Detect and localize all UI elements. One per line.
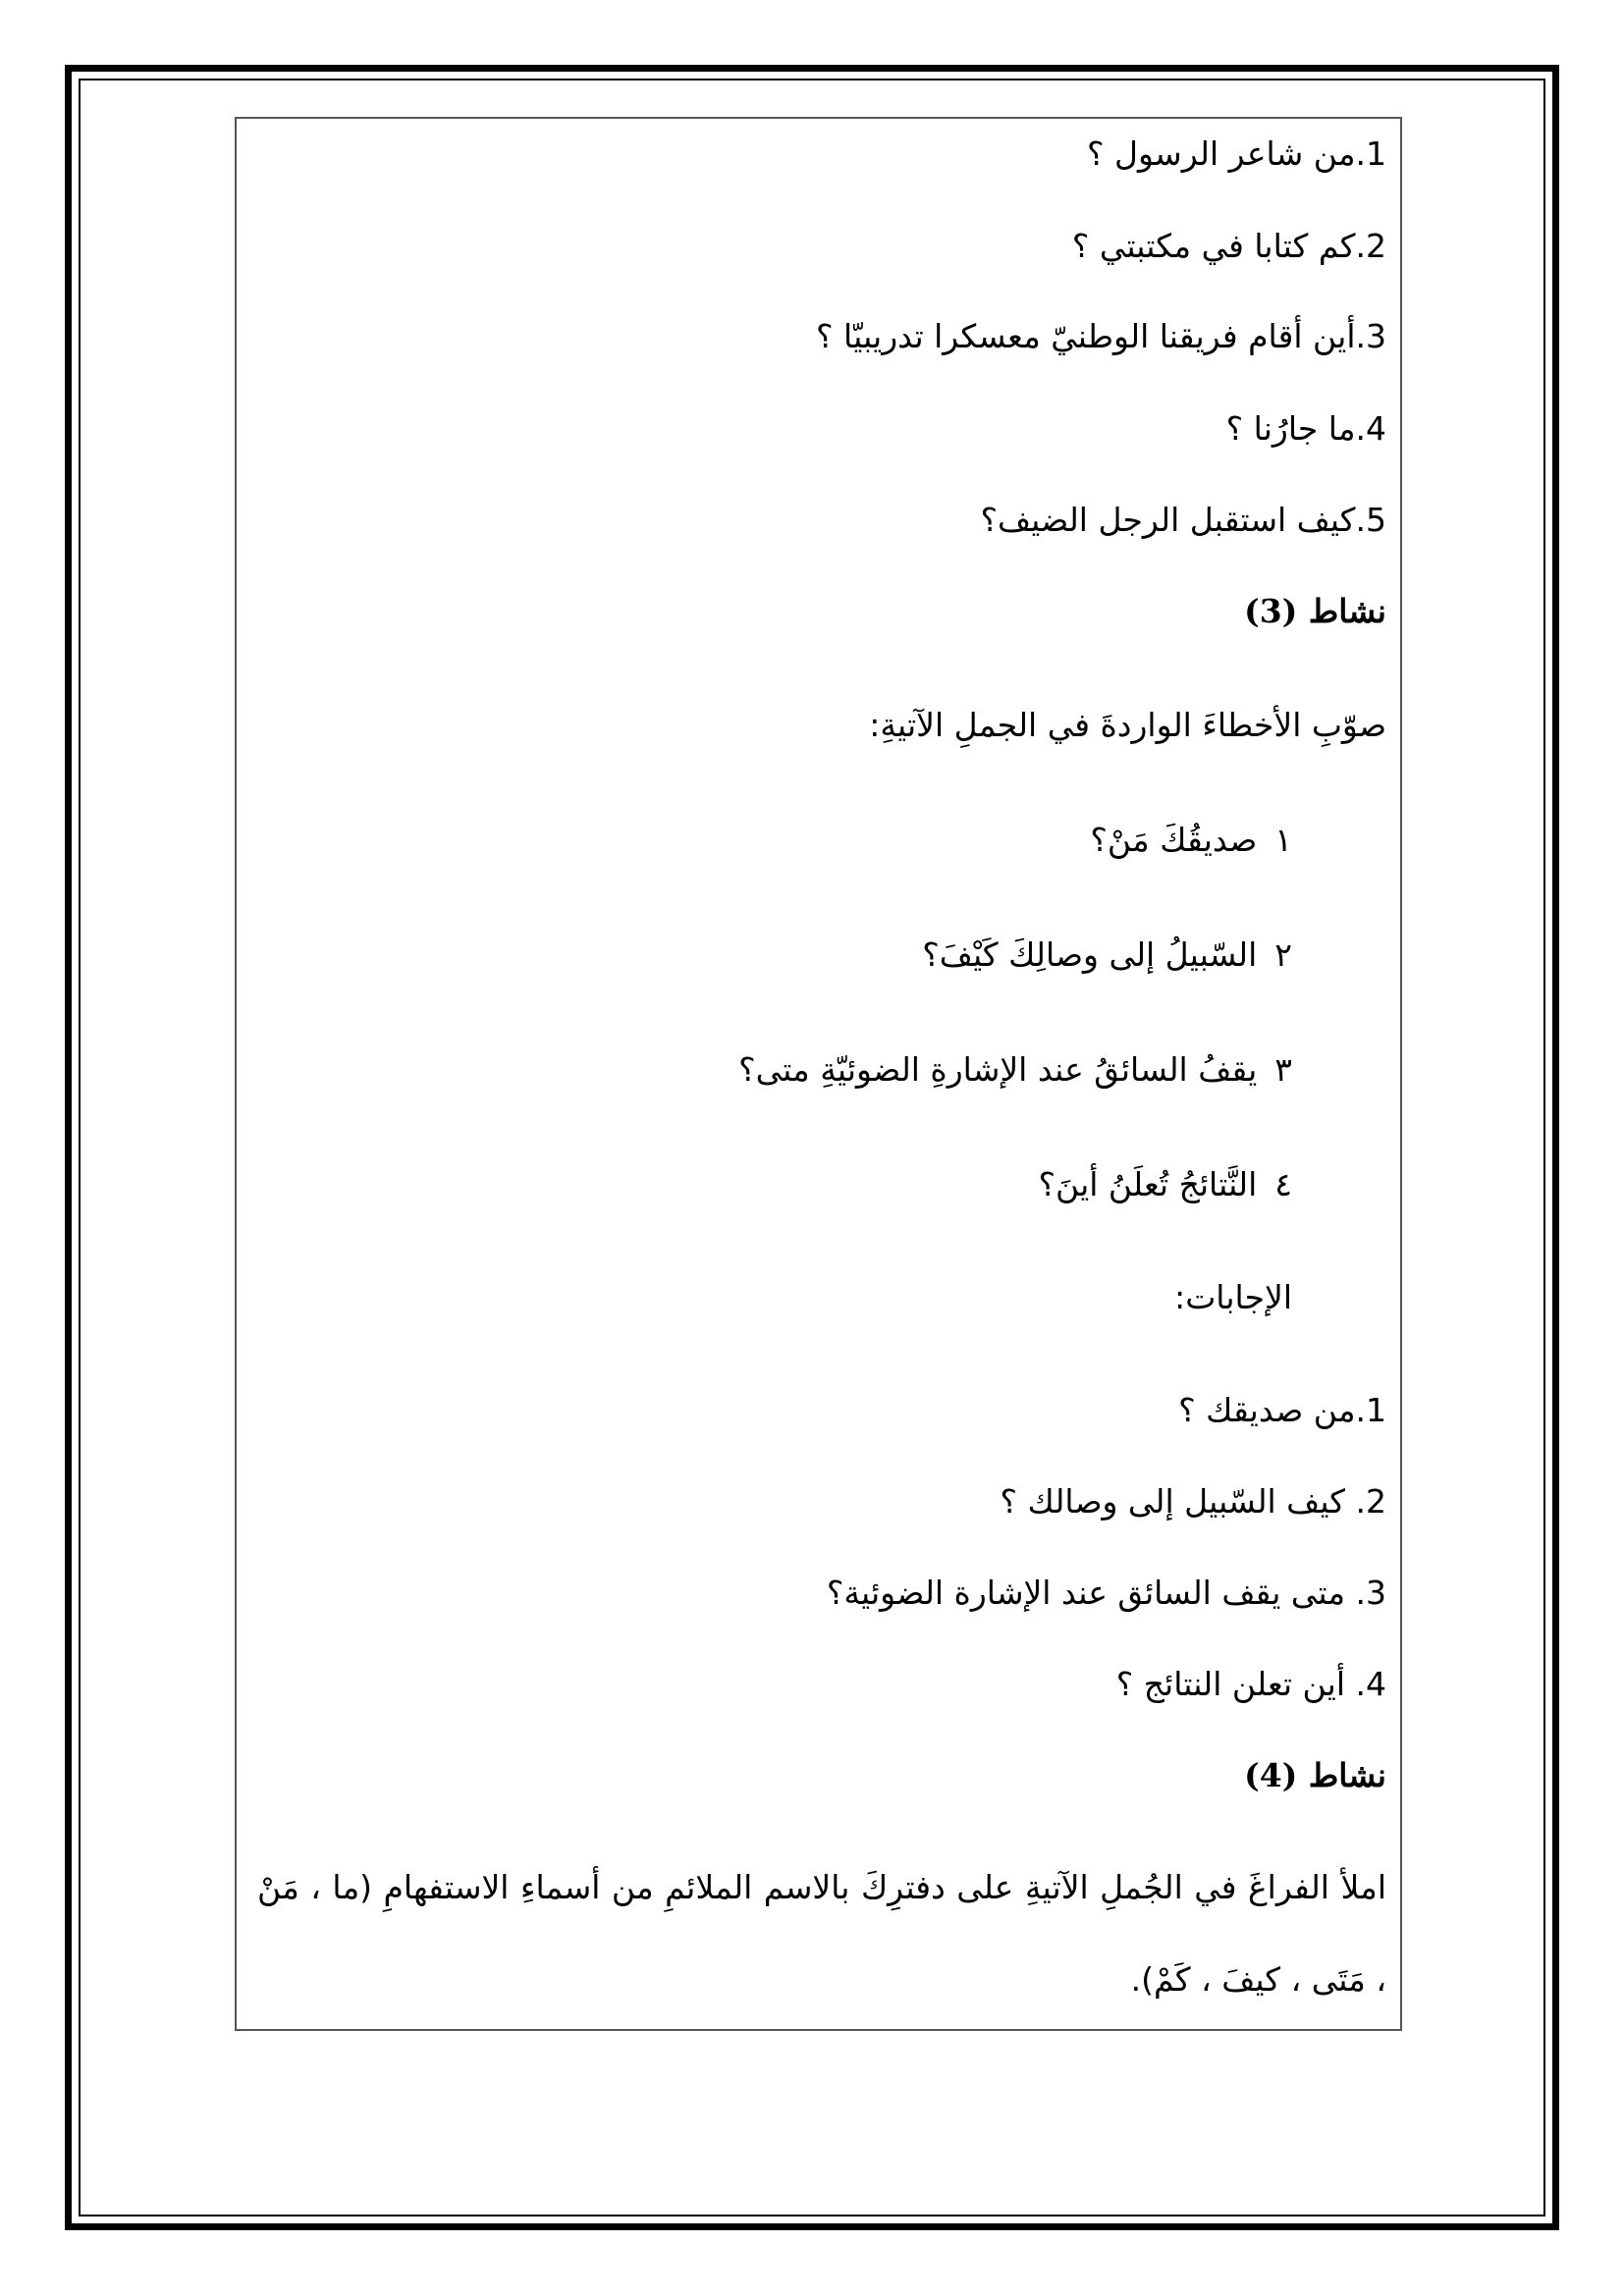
activity3-item — [1090, 819, 1292, 862]
activity3-item — [1038, 1163, 1292, 1206]
activity3-item — [922, 934, 1292, 977]
activity3-instruction: صوّبِ الأخطاءَ الواردةَ في الجملِ الآتيةِ: — [869, 706, 1386, 744]
activity4-heading: نشاط (4) — [1244, 1756, 1386, 1794]
item-text: صديقُكَ مَنْ؟ — [1090, 821, 1258, 859]
activity3-item — [738, 1048, 1292, 1092]
answer-4: 4. أين تعلن النتائج ؟ — [1115, 1665, 1386, 1703]
item-number: ٢ — [1274, 935, 1292, 974]
question-1: 1.من شاعر الرسول ؟ — [1087, 134, 1386, 173]
question-3: 3.أين أقام فريقنا الوطنيّ معسكرا تدريبيّا ؟ — [816, 317, 1386, 355]
question-5: 5.كيف استقبل الرجل الضيف؟ — [980, 501, 1386, 539]
item-text: السّبيلُ إلى وصالِكَ كَيْفَ؟ — [922, 935, 1258, 974]
item-text: يقفُ السائقُ عند الإشارةِ الضوئيّةِ متى؟ — [738, 1050, 1258, 1089]
item-number: ١ — [1274, 821, 1292, 859]
answers-label: الإجابات: — [1174, 1278, 1292, 1316]
question-4: 4.ما جارُنا ؟ — [1225, 409, 1386, 448]
item-text: النَّتائجُ تُعلَنُ أينَ؟ — [1038, 1165, 1258, 1203]
content-box — [235, 117, 1402, 2031]
item-number: ٤ — [1274, 1165, 1292, 1203]
activity3-heading: نشاط (3) — [1244, 592, 1386, 630]
item-number: ٣ — [1274, 1050, 1292, 1089]
answer-3: 3. متى يقف السائق عند الإشارة الضوئية؟ — [826, 1574, 1386, 1612]
answer-1: 1.من صديقك ؟ — [1178, 1391, 1386, 1429]
question-2: 2.كم كتابا في مكتبتي ؟ — [1071, 227, 1386, 265]
answer-2: 2. كيف السّبيل إلى وصالك ؟ — [1000, 1482, 1386, 1521]
activity4-instruction: املأ الفراغَ في الجُملِ الآتيةِ على دفترِكَ بالاسم الملائمِ من أسماءِ الاستفهامِ (ما ، مَنْ ، مَتَى ، كيفَ ، كَمْ). — [257, 1868, 1386, 1999]
